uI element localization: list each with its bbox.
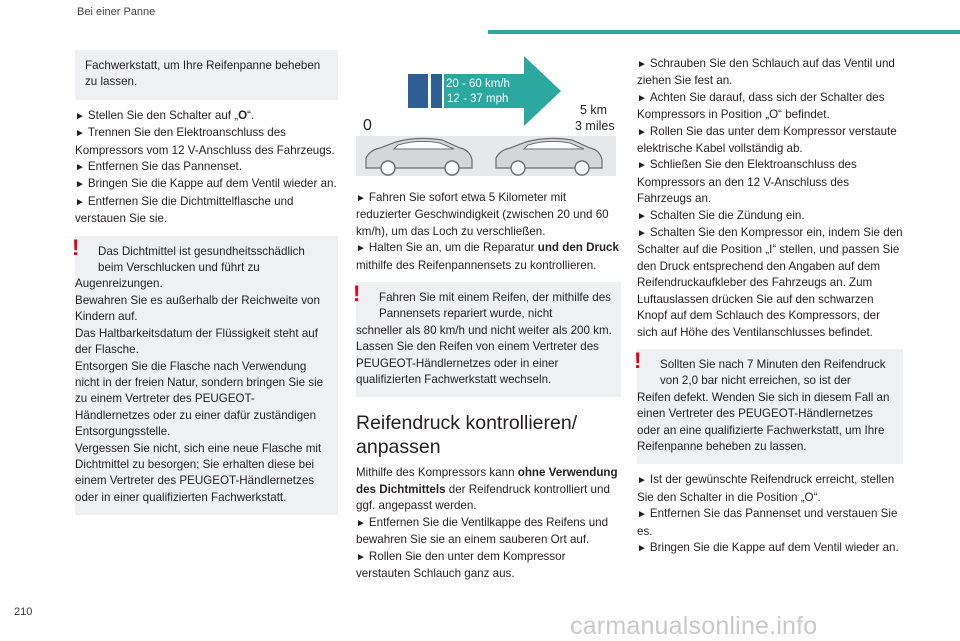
arrow-icon: ► xyxy=(75,110,85,122)
step-stop-check: ► Halten Sie an, um die Reparatur und den Druck mithilfe des Reifenpannensets zu kontrollieren. xyxy=(356,241,619,272)
arrow-icon: ► xyxy=(637,59,647,70)
arrow-icon: ► xyxy=(637,509,647,521)
list-item: ► Schließen Sie den Elektroanschluss des Kompressors an den 12 V-Anschluss des Fahrzeugs an. xyxy=(637,158,857,206)
watermark: carmanualsonline.info xyxy=(570,612,818,640)
arrow-icon: ► xyxy=(637,228,647,240)
warning-box xyxy=(634,347,903,464)
section-heading: Reifendruck kontrollieren/ anpassen xyxy=(356,412,578,459)
arrow-icon: ► xyxy=(637,126,647,138)
step-remove-valve-cap: ► Entfernen Sie die Ventilkappe des Reifens und bewahren Sie sie an einem sauberen Ort auf. xyxy=(356,515,609,547)
speed-mph-label: 12 - 37 mph xyxy=(447,93,509,105)
page-number: 210 xyxy=(14,606,33,618)
step-unroll-hose: ► Rollen Sie den unter dem Kompressor verstauten Schlauch ganz aus. xyxy=(356,549,566,580)
list-item: ► Ist der gewünschte Reifendruck erreicht, stellen Sie den Schalter in die Position „O“. xyxy=(637,473,895,504)
column-middle xyxy=(353,50,621,582)
list-item: ► Rollen Sie das unter dem Kompressor verstaute elektrische Kabel vollständig ab. xyxy=(637,124,897,156)
list-item: ► Schrauben Sie den Schlauch auf das Ventil und ziehen Sie fest an. xyxy=(637,57,895,88)
arrow-icon: ► xyxy=(637,475,647,487)
continued-note-text: Fachwerkstatt, um Ihre Reifenpanne beheben zu lassen. xyxy=(85,59,321,89)
list-item: ► Achten Sie darauf, dass sich der Schalter des Kompressors in Position „O“ befindet. xyxy=(637,90,885,122)
arrow-icon: ► xyxy=(637,92,647,104)
warning-icon: ! xyxy=(634,347,642,373)
list-item: ► Schalten Sie die Zündung ein. xyxy=(637,208,805,222)
warning-text: schneller als 80 km/h und nicht weiter als 200 km. Lassen Sie den Reifen von einem Vertreter des PEUGEOT-Händlernetzes oder in einer qualifizierten Fachwerkstatt wechseln. xyxy=(356,323,612,387)
distance-miles-label: 3 miles xyxy=(575,119,615,133)
arrow-icon: ► xyxy=(356,243,366,255)
arrow-icon: ► xyxy=(637,542,647,554)
arrow-icon: ► xyxy=(75,179,85,191)
column-right xyxy=(634,50,903,557)
arrow-icon: ► xyxy=(75,162,85,174)
speed-arrow-head xyxy=(524,56,561,126)
warning-text: Reifen defekt. Wenden Sie sich in diesem Fall an einen Vertreter des PEUGEOT-Händlernetzes oder an eine qualifizierte Fachwerkstatt, um Ihre Reifenpanne beheben zu lassen. xyxy=(637,390,890,453)
warning-box xyxy=(353,281,621,397)
warning-box xyxy=(72,234,338,516)
header-accent-bar xyxy=(488,30,960,34)
step-disconnect: ► Trennen Sie den Elektroanschluss des Kompressors vom 12 V-Anschluss des Fahrzeugs. xyxy=(75,126,335,157)
step-switch-o: ► Stellen Sie den Schalter auf „O“. xyxy=(75,108,255,122)
list-item: ► Schalten Sie den Kompressor ein, indem Sie den Schalter auf die Position „I“ stellen, und passen Sie den Druck entsprechend den Angaben auf dem Reifendruckaufkleber des Fahrzeugs an. Zum Luftauslassen drücken Sie auf den schwarzen Knopf auf dem Schlauch des Kompressors, der sich auf Höhe des Ventilanschlusses befindet. xyxy=(637,226,903,339)
running-header: Bei einer Panne xyxy=(77,6,156,18)
warning-icon: ! xyxy=(72,234,80,260)
speed-bar-segment-2 xyxy=(431,74,442,108)
column-left xyxy=(72,50,338,515)
arrow-icon: ► xyxy=(356,517,366,529)
warning-text: Augenreizungen. Bewahren Sie es außerhalb der Reichweite von Kindern auf. Das Haltbarkeitsdatum der Flüssigkeit steht auf der Flasche. Entsorgen Sie die Flasche nach Verwendung nicht in der freien Natur, sondern bringen Sie sie zu einem Vertreter des PEUGEOT-Händlernetzes oder zu einer dafür zuständigen Entsorgungsstelle. Vergessen Sie nicht, sich eine neue Flasche mit Dichtmittel zu besorgen; Sie erhalten diese bei einem Vertreter des PEUGEOT-Händlernetzes oder in einer qualifizierten Fachwerkstatt. xyxy=(75,277,324,504)
step-store-bottle: ► Entfernen Sie die Dichtmittelflasche und verstauen Sie sie. xyxy=(75,194,294,226)
list-item: ► Bringen Sie die Kappe auf dem Ventil wieder an. xyxy=(637,540,899,554)
speed-kmh-label: 20 - 60 km/h xyxy=(446,78,510,90)
speed-bar-segment-1 xyxy=(408,74,428,108)
warning-first-line: Das Dichtmittel ist gesundheitsschädlich beim Verschlucken und führt zu xyxy=(98,244,305,275)
start-label: 0 xyxy=(363,117,372,134)
arrow-icon: ► xyxy=(75,128,85,140)
list-item: ► Entfernen Sie das Pannenset und verstauen Sie es. xyxy=(637,507,898,538)
step-refit-cap: ► Bringen Sie die Kappe auf dem Ventil wieder an. xyxy=(75,177,337,191)
warning-first-line: Sollten Sie nach 7 Minuten den Reifendruck von 2,0 bar nicht erreichen, so ist der xyxy=(660,357,886,388)
warning-first-line: Fahren Sie mit einem Reifen, der mithilfe des Pannensets repariert wurde, nicht xyxy=(379,291,611,321)
arrow-icon: ► xyxy=(356,193,366,204)
arrow-icon: ► xyxy=(637,160,647,172)
step-remove-kit: ► Entfernen Sie das Pannenset. xyxy=(75,160,242,174)
section-intro: Mithilfe des Kompressors kann ohne Verwendung des Dichtmittels der Reifendruck kontrolliert und ggf. angepasst werden. xyxy=(356,466,618,513)
step-drive-5km: ► Fahren Sie sofort etwa 5 Kilometer mit reduzierter Geschwindigkeit (zwischen 20 und 60 km/h), um das Loch zu verschließen. xyxy=(356,191,609,238)
arrow-icon: ► xyxy=(637,210,647,222)
distance-km-label: 5 km xyxy=(580,103,608,117)
speed-distance-illustration xyxy=(356,50,621,180)
continued-note-box xyxy=(75,50,338,100)
speed-distance-figure xyxy=(356,50,621,180)
warning-icon: ! xyxy=(353,281,361,307)
arrow-icon: ► xyxy=(356,551,366,563)
arrow-icon: ► xyxy=(75,196,85,208)
